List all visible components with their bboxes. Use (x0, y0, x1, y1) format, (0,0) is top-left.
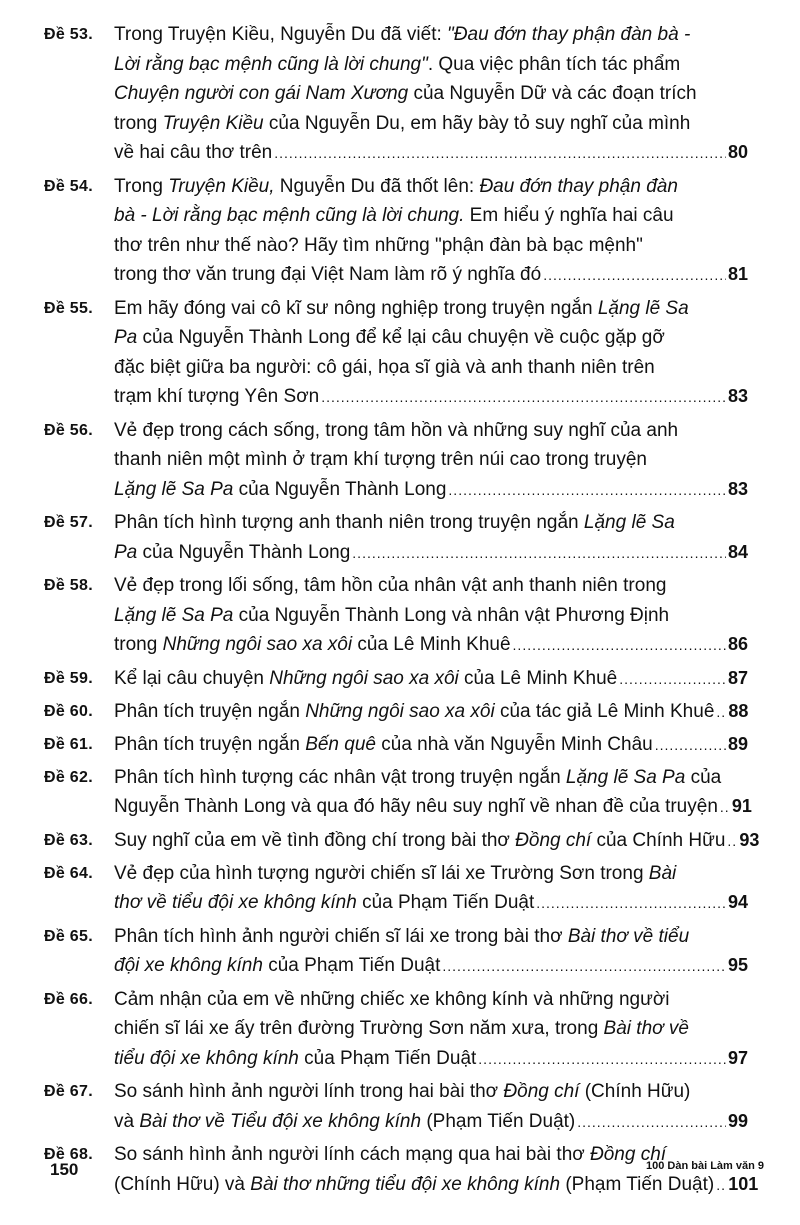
toc-entry-text-line: trạm khí tượng Yên Sơn (114, 386, 320, 407)
toc-entry-text-line: Cảm nhận của em về những chiếc xe không kính và những người (114, 988, 670, 1010)
toc-entry (44, 859, 748, 919)
toc-entry (44, 664, 748, 695)
toc-entry-text-line: đặc biệt giữa ba người: cô gái, họa sĩ già và anh thanh niên trên (114, 356, 655, 378)
toc-entry (44, 697, 748, 728)
toc-entry-text-line: Lời rằng bạc mệnh cũng là lời chung". Qua việc phân tích tác phẩm (114, 53, 681, 75)
toc-entry-last-line (114, 475, 748, 506)
toc-entry-last-line (114, 538, 748, 569)
toc-entry-text-line: Em hãy đóng vai cô kĩ sư nông nghiệp trong truyện ngắn Lặng lẽ Sa (114, 297, 689, 319)
toc-entry-page: 94 (727, 892, 748, 912)
toc-entry-text-line: thơ về tiểu đội xe không kính của Phạm Tiến Duật (114, 892, 535, 913)
toc-entry-label: Đề 63. (44, 831, 93, 849)
toc-entry-page: 101 (728, 1173, 759, 1194)
dot-leader (619, 665, 726, 695)
toc-entry-page: 87 (727, 667, 748, 688)
toc-entry-page: 84 (727, 541, 748, 562)
toc-entry-text-line: Lặng lẽ Sa Pa của Nguyễn Thành Long và nhân vật Phương Định (114, 604, 670, 626)
toc-entry-text-line: Phân tích hình tượng các nhân vật trong truyện ngắn Lặng lẽ Sa Pa của (114, 766, 722, 788)
toc-entry-text-line: và Bài thơ về Tiểu đội xe không kính (Phạm Tiến Duật) (114, 1110, 576, 1132)
toc-entry-text-line: Kể lại câu chuyện Những ngôi sao xa xôi của Lê Minh Khuê (114, 667, 618, 689)
table-of-contents (44, 20, 760, 1203)
toc-entry-label: Đề 60. (44, 702, 93, 720)
toc-entry (44, 172, 748, 291)
toc-entry-page: 81 (727, 264, 748, 284)
dot-leader (716, 1171, 726, 1201)
toc-entry-text-line: trong thơ văn trung đại Việt Nam làm rõ ý nghĩa đó (114, 264, 542, 285)
toc-entry-last-line (114, 1170, 759, 1201)
toc-entry-page: 83 (727, 386, 748, 406)
toc-entry-text-line: So sánh hình ảnh người lính trong hai bài thơ Đồng chí (Chính Hữu) (114, 1081, 691, 1102)
toc-entry-label: Đề 59. (44, 669, 93, 687)
dot-leader (655, 731, 726, 761)
toc-entry-text-line: tiểu đội xe không kính của Phạm Tiến Duật (114, 1047, 477, 1069)
toc-entry-text-line: So sánh hình ảnh người lính cách mạng qua hai bài thơ Đồng chí (114, 1144, 667, 1165)
toc-entry-text-line: chiến sĩ lái xe ấy trên đường Trường Sơn năm xưa, trong Bài thơ về (114, 1018, 689, 1039)
toc-entry (44, 294, 748, 413)
toc-entry-text-line: Vẻ đẹp của hình tượng người chiến sĩ lái xe Trường Sơn trong Bài (114, 862, 677, 884)
dot-leader (513, 631, 726, 661)
toc-entry-label: Đề 68. (44, 1146, 93, 1163)
dot-leader (352, 539, 726, 569)
toc-entry-label: Đề 64. (44, 864, 93, 882)
toc-entry-last-line (114, 730, 748, 761)
toc-entry-text-line: Phân tích hình ảnh người chiến sĩ lái xe trong bài thơ Bài thơ về tiểu (114, 925, 690, 947)
toc-entry-last-line (114, 1107, 748, 1138)
toc-entry-text-line: Vẻ đẹp trong lối sống, tâm hồn của nhân vật anh thanh niên trong (114, 575, 667, 596)
toc-entry-page: 89 (727, 733, 748, 754)
toc-entry-last-line (114, 1044, 748, 1075)
toc-entry-last-line (114, 826, 760, 857)
toc-entry-text-line: Phân tích truyện ngắn Những ngôi sao xa xôi của tác giả Lê Minh Khuê (114, 700, 715, 722)
toc-entry-page: 93 (739, 829, 760, 850)
toc-entry-text-line: trong Truyện Kiều của Nguyễn Du, em hãy bày tỏ suy nghĩ của mình (114, 112, 691, 134)
toc-entry-last-line (114, 888, 748, 919)
toc-entry-label: Đề 58. (44, 577, 93, 594)
toc-entry-text-line: Phân tích hình tượng anh thanh niên trong truyện ngắn Lặng lẽ Sa (114, 512, 675, 533)
dot-leader (442, 952, 726, 982)
toc-entry-page: 97 (727, 1047, 748, 1068)
toc-entry-text-line: bà - Lời rằng bạc mệnh cũng là lời chung. Em hiểu ý nghĩa hai câu (114, 205, 674, 226)
toc-entry-last-line (114, 138, 748, 169)
toc-entry-page: 86 (727, 634, 748, 654)
toc-entry-label: Đề 62. (44, 768, 93, 786)
toc-entry-label: Đề 61. (44, 735, 93, 753)
dot-leader (536, 889, 726, 919)
page-number: 150 (50, 1160, 79, 1179)
toc-entry-text-line: Trong Truyện Kiều, Nguyễn Du đã thốt lên: Đau đớn thay phận đàn (114, 175, 678, 197)
toc-entry (44, 730, 748, 761)
toc-entry-text-line: Nguyễn Thành Long và qua đó hãy nêu suy nghĩ về nhan đề của truyện (114, 796, 718, 817)
toc-entry-text-line: Chuyện người con gái Nam Xương của Nguyễn Dữ và các đoạn trích (114, 83, 697, 104)
toc-entry-text-line: trong Những ngôi sao xa xôi của Lê Minh Khuê (114, 634, 511, 655)
toc-entry (44, 508, 748, 568)
dot-leader (448, 476, 726, 506)
toc-entry-last-line (114, 792, 752, 823)
toc-entry-label: Đề 57. (44, 514, 93, 531)
toc-entry (44, 763, 752, 823)
dot-leader (321, 383, 726, 413)
toc-entry-text-line: đội xe không kính của Phạm Tiến Duật (114, 955, 441, 976)
toc-entry-label: Đề 65. (44, 927, 93, 945)
toc-entry-text-line: (Chính Hữu) và Bài thơ những tiểu đội xe không kính (Phạm Tiến Duật) (114, 1173, 715, 1195)
toc-entry-text-line: Phân tích truyện ngắn Bến quê của nhà văn Nguyễn Minh Châu (114, 733, 653, 755)
dot-leader (727, 827, 737, 857)
toc-entry-text-line: thanh niên một mình ở trạm khí tượng trên núi cao trong truyện (114, 449, 647, 470)
toc-entry-last-line (114, 260, 748, 291)
toc-entry-page: 88 (728, 700, 749, 721)
toc-entry (44, 826, 760, 857)
toc-entry-page: 99 (727, 1110, 748, 1131)
book-title: 100 Dàn bài Làm văn 9 (646, 1160, 764, 1172)
toc-entry-page: 80 (727, 142, 748, 162)
toc-entry-last-line (114, 664, 748, 695)
toc-entry-text-line: thơ trên như thế nào? Hãy tìm những "phận đàn bà bạc mệnh" (114, 234, 643, 256)
toc-entry-last-line (114, 630, 748, 661)
toc-entry-last-line (114, 951, 748, 982)
toc-entry-text-line: Trong Truyện Kiều, Nguyễn Du đã viết: "Đau đớn thay phận đàn bà - (114, 24, 691, 45)
toc-entry-last-line (114, 382, 748, 413)
toc-entry-text-line: Lặng lẽ Sa Pa của Nguyễn Thành Long (114, 478, 447, 500)
toc-entry-text-line: về hai câu thơ trên (114, 142, 273, 163)
toc-entry (44, 20, 748, 169)
toc-entry-label: Đề 54. (44, 177, 93, 195)
toc-entry (44, 571, 748, 661)
toc-entry-text-line: Suy nghĩ của em về tình đồng chí trong bài thơ Đồng chí của Chính Hữu (114, 829, 726, 851)
toc-entry-page: 91 (731, 796, 752, 816)
dot-leader (716, 698, 726, 728)
toc-entry-text-line: Pa của Nguyễn Thành Long để kể lại câu chuyện về cuộc gặp gỡ (114, 327, 665, 348)
toc-entry (44, 1077, 748, 1137)
toc-entry-text-line: Pa của Nguyễn Thành Long (114, 541, 351, 563)
toc-entry (44, 416, 748, 506)
dot-leader (543, 261, 726, 291)
toc-entry (44, 922, 748, 982)
dot-leader (274, 139, 726, 169)
toc-entry-page: 95 (727, 955, 748, 975)
toc-entry-last-line (114, 697, 748, 728)
toc-entry (44, 1140, 759, 1200)
dot-leader (720, 793, 730, 823)
toc-entry-label: Đề 66. (44, 990, 93, 1008)
dot-leader (577, 1108, 726, 1138)
toc-entry-text-line: Vẻ đẹp trong cách sống, trong tâm hồn và những suy nghĩ của anh (114, 419, 679, 441)
toc-entry-label: Đề 55. (44, 299, 93, 317)
toc-entry-label: Đề 56. (44, 421, 93, 439)
dot-leader (478, 1045, 726, 1075)
toc-entry-page: 83 (727, 478, 748, 499)
toc-entry-label: Đề 67. (44, 1083, 93, 1100)
toc-entry (44, 985, 748, 1075)
toc-entry-label: Đề 53. (44, 26, 93, 43)
